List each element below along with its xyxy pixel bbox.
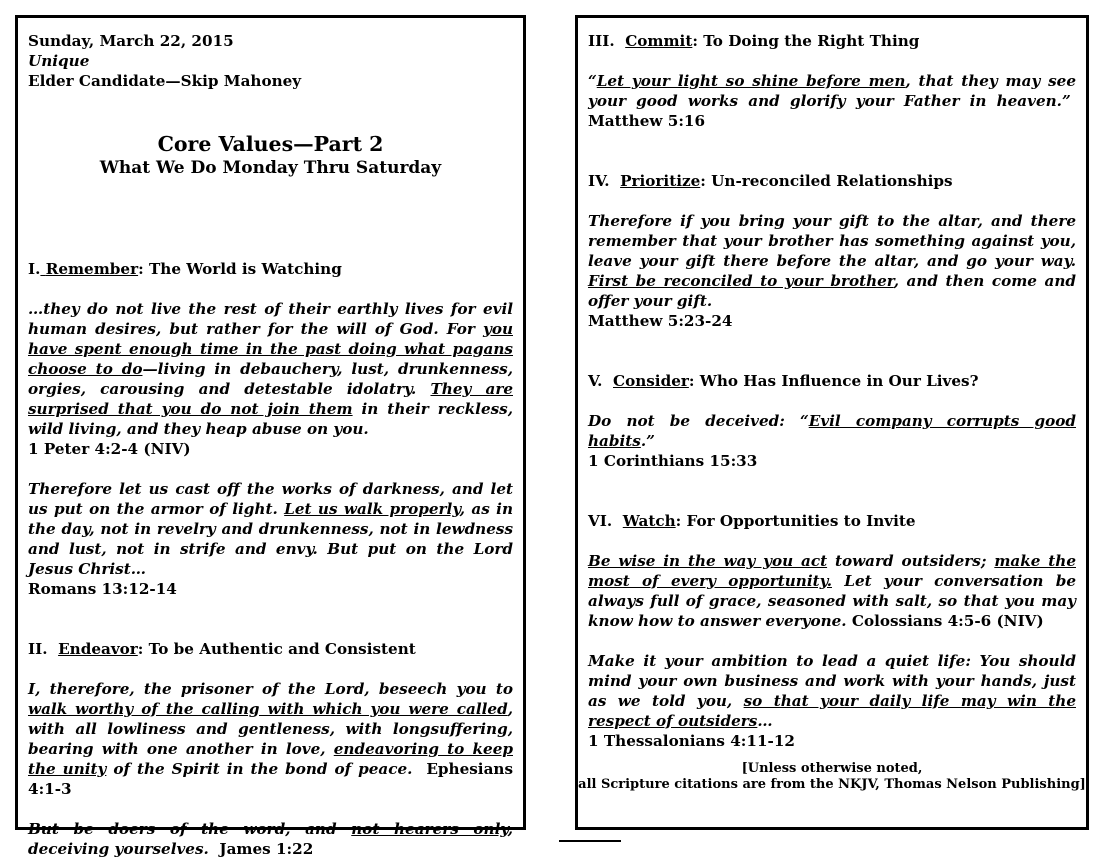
scripture-reference: Matthew 5:23-24 xyxy=(588,312,733,330)
section-heading-commit xyxy=(588,31,1076,51)
scripture-reference: Matthew 5:16 xyxy=(588,112,706,130)
section-heading-endeavor xyxy=(28,639,513,659)
page-subtitle: What We Do Monday Thru Saturday xyxy=(99,158,442,178)
citation-footnote xyxy=(578,761,1086,793)
scripture-reference: James 1:22 xyxy=(219,840,314,858)
scripture-reference: 1 Thessalonians 4:11-12 xyxy=(588,732,795,750)
section-theme: : For Opportunities to Invite xyxy=(675,512,916,530)
section-theme: : To Doing the Right Thing xyxy=(692,32,920,50)
speaker: Elder Candidate—Skip Mahoney xyxy=(28,72,302,90)
scripture-quote: Therefore let us cast off the works of darkness, and let us put on the armor of light. Let us walk properly, as in the day, not in revelry and drunkenness, not in lewdness and lust, not in strife and envy. But put on the Lord Jesus Christ… xyxy=(28,480,513,578)
section-keyword: Prioritize xyxy=(620,172,701,190)
scripture-quote: …they do not live the rest of their earthly lives for evil human desires, but rather for the will of God. For you have spent enough time in the past doing what pagans choose to do—living in debauchery, lust, drunkenness, orgies, carousing and detestable idolatry. They are surprised that you do not join them in their reckless, wild living, and they heap abuse on you. xyxy=(28,300,514,438)
section-theme: : To be Authentic and Consistent xyxy=(137,640,416,658)
section-keyword: Watch xyxy=(622,512,676,530)
section-number: III. xyxy=(588,32,615,50)
sermon-series: Unique xyxy=(28,52,90,70)
sermon-date: Sunday, March 22, 2015 xyxy=(28,32,234,50)
scripture-quote: I, therefore, the prisoner of the Lord, beseech you to walk worthy of the calling with which you were called, with all lowliness and gentleness, with longsuffering, bearing with one another in love, endeavoring to keep the unity of the Spirit in the bond of peace. Ephesians 4:1-3 xyxy=(28,680,513,798)
scripture-reference: Romans 13:12-14 xyxy=(28,580,177,598)
right-panel xyxy=(575,15,1089,830)
scripture-quote: But be doers of the word, and not hearers only, deceiving yourselves. James 1:22 xyxy=(28,820,513,858)
scripture-quote: “Let your light so shine before men, that they may see your good works and glorify your Father in heaven.” Matthew 5:16 xyxy=(588,72,1076,130)
section-heading-watch xyxy=(588,511,1076,531)
scripture-quote: Therefore if you bring your gift to the altar, and there remember that your brother has something against you, leave your gift there before the altar, and go your way. First be reconciled to your brother, and then come and offer your gift. xyxy=(588,212,1076,310)
section-heading-remember xyxy=(28,259,513,279)
section-number: IV. xyxy=(588,172,610,190)
footnote-line: [Unless otherwise noted, xyxy=(741,761,923,776)
section-number: VI. xyxy=(588,512,613,530)
scripture-reference: Colossians 4:5-6 (NIV) xyxy=(851,612,1044,630)
section-number: I. xyxy=(28,260,41,278)
section-keyword: Consider xyxy=(613,372,689,390)
scripture-reference: 1 Peter 4:2-4 (NIV) xyxy=(28,440,191,458)
section-number: II. xyxy=(28,640,48,658)
scripture-quote: Be wise in the way you act toward outsiders; make the most of every opportunity. Let your conversation be always full of grace, seasoned with salt, so that you may know how to answer everyone. Colossians 4:5-6 (NIV) xyxy=(588,552,1076,630)
section-keyword: Endeavor xyxy=(58,640,138,658)
section-theme: : The World is Watching xyxy=(138,260,342,278)
section-number: V. xyxy=(588,372,603,390)
section-keyword: Remember xyxy=(45,260,139,278)
footnote-line: all Scripture citations are from the NKJV, Thomas Nelson Publishing] xyxy=(578,777,1086,792)
section-theme: : Un-reconciled Relationships xyxy=(700,172,953,190)
section-heading-prioritize xyxy=(588,171,1076,191)
section-theme: : Who Has Influence in Our Lives? xyxy=(688,372,979,390)
scripture-reference: 1 Corinthians 15:33 xyxy=(588,452,758,470)
scripture-reference: Ephesians 4:1-3 xyxy=(28,760,513,798)
left-panel xyxy=(15,15,526,858)
section-heading-consider xyxy=(588,371,1076,391)
scripture-quote: Make it your ambition to lead a quiet life: You should mind your own business and work with your hands, just as we told you, so that your daily life may win the respect of outsiders… xyxy=(588,652,1076,730)
scripture-quote: Do not be deceived: “Evil company corrupts good habits.” xyxy=(588,412,1076,450)
section-keyword: Commit xyxy=(625,32,693,50)
page-title: Core Values—Part 2 xyxy=(157,132,384,156)
